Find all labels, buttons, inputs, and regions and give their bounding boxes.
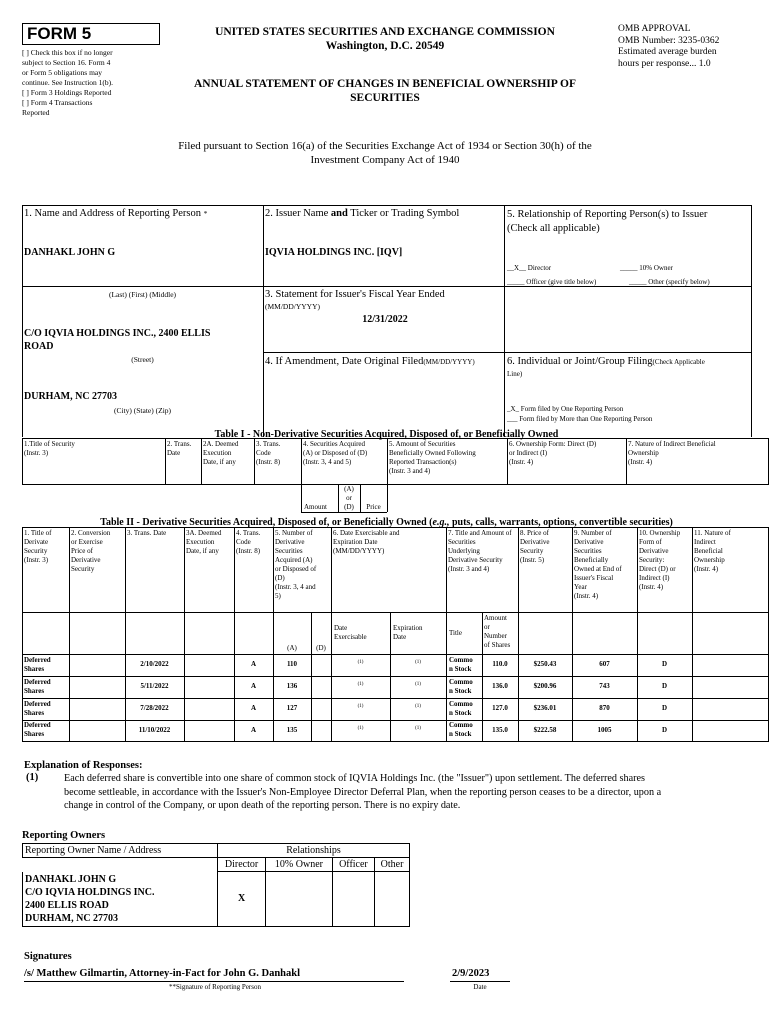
row-exercisable[interactable]: (1) — [357, 682, 364, 687]
t2-col-number: 5. Number of Derivative Securities Acquired (A) or Disposed of (D) (Instr. 3, 4 and 5) — [275, 529, 317, 600]
grid-line — [768, 527, 769, 741]
t2-col-deemed: 3A. Deemed Execution Date, if any — [186, 529, 222, 555]
statement-title-line: SECURITIES — [350, 92, 420, 104]
row-price: $222.58 — [533, 726, 557, 734]
row-form: D — [661, 660, 668, 668]
row-exercisable[interactable]: (1) — [357, 704, 364, 709]
t1-col-title: 1.Title of Security (Instr. 3) — [24, 440, 75, 457]
row-exercisable[interactable]: (1) — [357, 660, 364, 665]
grid-line — [507, 438, 508, 484]
signature-date: 2/9/2023 — [452, 968, 490, 979]
checkbox-line[interactable]: [ ] Form 4 Transactions — [22, 98, 93, 107]
grid-line — [22, 741, 769, 742]
t1-col-code: 3. Trans. Code (Instr. 8) — [256, 440, 281, 466]
checkbox-line: subject to Section 16. Form 4 — [22, 58, 111, 67]
t1-col-nature: 7. Nature of Indirect Beneficial Ownership (Instr. 4) — [628, 440, 716, 466]
name-caption: (Last) (First) (Middle) — [108, 290, 177, 299]
row-owned: 870 — [599, 704, 610, 712]
row-underlying-amount: 136.0 — [492, 682, 508, 690]
t1-sub-aord: (A) or (D) — [344, 485, 354, 511]
row-trans-date: 5/11/2022 — [140, 682, 169, 690]
explanation-heading: Explanation of Responses: — [24, 760, 143, 771]
row-underlying-title: Commo n Stock — [449, 678, 473, 695]
row-trans-date: 2/10/2022 — [140, 660, 169, 668]
t1-sub-amount: Amount — [304, 503, 327, 511]
row-security-title: Deferred Shares — [24, 721, 51, 738]
table1-title: Table I - Non-Derivative Securities Acquired, Disposed of, or Beneficially Owned — [214, 429, 559, 440]
street-line: C/O IQVIA HOLDINGS INC., 2400 ELLIS — [24, 328, 211, 339]
box6-label: 6. Individual or Joint/Group Filing(Check Applicable Line) — [507, 356, 705, 378]
col-officer: Officer — [332, 858, 374, 872]
grid-line — [22, 438, 23, 484]
t2-sub-expiration: Expiration Date — [393, 624, 423, 641]
signatures-heading: Signatures — [24, 951, 72, 962]
grid-line — [22, 720, 769, 721]
grid-line — [22, 654, 769, 655]
t2-col-code: 4. Trans. Code (Instr. 8) — [236, 529, 261, 555]
grid-line — [263, 205, 264, 437]
grid-line — [22, 484, 769, 485]
grid-line — [184, 527, 185, 741]
city-state-zip: DURHAM, NC 27703 — [24, 391, 118, 402]
city-caption: (City) (State) (Zip) — [113, 406, 172, 415]
t2-sub-a: (A) — [287, 644, 297, 652]
statement-title-line: ANNUAL STATEMENT OF CHANGES IN BENEFICIAL OWNERSHIP OF — [193, 78, 576, 90]
omb-line: hours per response... 1.0 — [618, 58, 711, 69]
signature-caption: **Signature of Reporting Person — [169, 983, 261, 991]
t1-col-acquired: 4. Securities Acquired (A) or Disposed of (D) (Instr. 3, 4 and 5) — [303, 440, 368, 466]
t2-col-underlying: 7. Title and Amount of Securities Underlying Derivative Security (Instr. 3 and 4) — [448, 529, 512, 573]
t2-col-conversion: 2. Conversion or Exercise Price of Derivative Security — [71, 529, 111, 573]
row-code: A — [250, 660, 257, 668]
box5-label-line: (Check all applicable) — [507, 222, 600, 234]
signature-name: /s/ Matthew Gilmartin, Attorney-in-Fact for John G. Danhakl — [24, 968, 301, 979]
row-acquired: 136 — [286, 682, 298, 690]
grid-line — [69, 527, 70, 741]
grid-line — [165, 438, 166, 484]
t1-col-date: 2. Trans. Date — [167, 440, 192, 457]
grid-line — [22, 676, 769, 677]
grid-line — [768, 438, 769, 484]
footnote-text — [64, 772, 754, 813]
row-owned: 1005 — [597, 726, 612, 734]
grid-line — [22, 698, 769, 699]
checkbox-line: or Form 5 obligations may — [22, 68, 102, 77]
signature-line — [24, 981, 404, 982]
street-address — [24, 327, 210, 353]
filed-line: Filed pursuant to Section 16(a) of the Securities Exchange Act of 1934 or Section 30(h) of the — [178, 140, 592, 152]
grid-line — [504, 205, 505, 437]
t2-col-price: 8. Price of Derivative Security (Instr. 5) — [520, 529, 550, 564]
footnote-line: Each deferred share is convertible into one share of common stock of IQVIA Holdings Inc. (the "Issuer") upon settlement. The deferred shares — [64, 773, 645, 784]
row-underlying-title: Commo n Stock — [449, 721, 473, 738]
reporting-owners-heading: Reporting Owners — [22, 830, 106, 841]
footnote-line: change in control of the Company, or upon death of the reporting person. There is no expiry date. — [64, 800, 461, 811]
agency-heading — [175, 25, 595, 53]
row-underlying-amount: 110.0 — [492, 660, 508, 668]
grid-line — [22, 205, 751, 206]
relationship-other[interactable]: _____ Other (specify below) — [629, 278, 710, 286]
row-security-title: Deferred Shares — [24, 700, 51, 717]
row-owned: 743 — [599, 682, 610, 690]
row-underlying-title: Commo n Stock — [449, 700, 473, 717]
row-trans-date: 11/10/2022 — [138, 726, 171, 734]
street-caption: (Street) — [131, 355, 154, 364]
omb-line: OMB APPROVAL — [618, 24, 691, 34]
box3-format: (MM/DD/YYYY) — [265, 302, 320, 311]
omb-line: Estimated average burden — [618, 47, 717, 57]
omb-approval — [618, 24, 763, 70]
row-price: $200.96 — [533, 682, 557, 690]
box4-label: 4. If Amendment, Date Original Filed(MM/DD/YYYY) — [265, 356, 475, 367]
grid-line — [626, 438, 627, 484]
form-checkbox-notes — [22, 48, 157, 118]
row-expiration[interactable]: (1) — [415, 682, 421, 687]
t2-col-exercisable: 6. Date Exercisable and Expiration Date (MM/DD/YYYY) — [333, 529, 400, 555]
footnote-line: become settleable, in accordance with the Issuer's Non-Employee Director Deferral Plan, when the reporting person ceases to be a director, upon a — [64, 786, 662, 798]
grid-line — [22, 527, 769, 528]
row-security-title: Deferred Shares — [24, 656, 51, 673]
checkbox-line: continue. See Instruction 1(b). — [22, 78, 114, 87]
grid-line — [751, 205, 752, 437]
other-cell — [375, 872, 410, 927]
street-line: ROAD — [24, 341, 54, 352]
checkbox-line[interactable]: [ ] Check this box if no longer — [22, 48, 113, 57]
row-price: $236.01 — [533, 704, 557, 712]
grid-line — [390, 612, 391, 741]
row-underlying-title: Commo n Stock — [449, 656, 473, 673]
reporting-owners-table — [22, 843, 410, 927]
filed-pursuant — [120, 140, 650, 167]
t2-col-owned: 9. Number of Derivative Securities Beneficially Owned at End of Issuer's Fiscal Year (Instr. 4) — [574, 529, 622, 600]
filed-line: Investment Company Act of 1940 — [310, 153, 460, 166]
filing-one-person[interactable]: _X_ Form filed by One Reporting Person — [507, 405, 624, 413]
t2-sub-date-exercisable: Date Exercisable — [334, 624, 367, 641]
row-acquired: 127 — [286, 704, 298, 712]
table2-title: Table II - Derivative Securities Acquired, Disposed of, or Beneficially Owned (e.g., puts, calls, warrants, options, convertible securities) — [100, 517, 673, 528]
row-expiration[interactable]: (1) — [415, 704, 421, 709]
row-owned: 607 — [599, 660, 610, 668]
ten-pct-cell — [266, 872, 333, 927]
grid-line — [692, 527, 693, 741]
row-acquired: 135 — [286, 726, 298, 734]
grid-line — [387, 438, 388, 512]
t1-col-ownership-form: 6. Ownership Form: Direct (D) or Indirect (I) (Instr. 4) — [509, 440, 597, 466]
row-expiration[interactable]: (1) — [415, 660, 421, 665]
grid-line — [201, 438, 202, 484]
row-trans-date: 7/28/2022 — [140, 704, 169, 712]
omb-line: OMB Number: 3235-0362 — [618, 35, 720, 46]
row-form: D — [661, 726, 668, 734]
box5-label-line: 5. Relationship of Reporting Person(s) to Issuer — [507, 209, 708, 220]
row-code: A — [250, 704, 257, 712]
t2-col-nature: 11. Nature of Indirect Beneficial Ownership (Instr. 4) — [694, 529, 731, 573]
grid-line — [22, 205, 23, 437]
officer-cell — [332, 872, 374, 927]
t1-col-amount-owned: 5. Amount of Securities Beneficially Owned Following Reported Transaction(s) (Instr. 3 and 4) — [389, 440, 476, 475]
row-underlying-amount: 127.0 — [492, 704, 508, 712]
col-director: Director — [218, 858, 266, 872]
reporting-person-name: DANHAKL JOHN G — [24, 247, 116, 258]
t1-col-deemed: 2A. Deemed Execution Date, if any — [203, 440, 239, 466]
t2-col-title: 1. Title of Derivate Security (Instr. 3) — [24, 529, 52, 564]
col-owner-name: Reporting Owner Name / Address — [23, 844, 218, 858]
box5-label — [507, 208, 707, 235]
grid-line — [482, 612, 483, 741]
fiscal-year-end: 12/31/2022 — [362, 314, 408, 325]
grid-line — [254, 438, 255, 484]
row-expiration[interactable]: (1) — [415, 726, 421, 731]
box3-label: 3. Statement for Issuer's Fiscal Year Ended — [265, 289, 445, 300]
t2-col-ownership-form: 10. Ownership Form of Derivative Security: Direct (D) or Indirect (I) (Instr. 4) — [639, 529, 681, 591]
row-form: D — [661, 704, 668, 712]
owner-address: DANHAKL JOHN G C/O IQVIA HOLDINGS INC. 2400 ELLIS ROAD DURHAM, NC 27703 — [23, 872, 218, 927]
checkbox-line[interactable]: [ ] Form 3 Holdings Reported — [22, 88, 112, 97]
grid-line — [22, 286, 263, 287]
agency-location: Washington, D.C. 20549 — [325, 40, 445, 52]
grid-line — [301, 512, 387, 513]
row-security-title: Deferred Shares — [24, 678, 51, 695]
filing-more-persons[interactable]: ___ Form filed by More than One Reporting Person — [507, 415, 653, 423]
t2-sub-amount: Amount or Number of Shares — [484, 614, 511, 649]
grid-line — [311, 612, 312, 741]
form-title: FORM 5 — [22, 23, 160, 45]
box1-label: 1. Name and Address of Reporting Person * — [24, 208, 208, 219]
col-relationships: Relationships — [218, 844, 410, 858]
row-code: A — [250, 726, 257, 734]
row-price: $250.43 — [533, 660, 557, 668]
grid-line — [446, 527, 447, 741]
row-code: A — [250, 682, 257, 690]
row-form: D — [661, 682, 668, 690]
grid-line — [22, 612, 769, 613]
director-mark: X — [218, 872, 266, 927]
issuer-name-ticker: IQVIA HOLDINGS INC. [IQV] — [265, 247, 403, 258]
box2-label: 2. Issuer Name and Ticker or Trading Symbol — [265, 208, 460, 219]
relationship-officer[interactable]: _____ Officer (give title below) — [507, 278, 597, 286]
row-underlying-amount: 135.0 — [492, 726, 508, 734]
checkbox-line: Reported — [22, 108, 50, 117]
date-line — [450, 981, 510, 982]
grid-line — [263, 352, 751, 353]
grid-line — [22, 438, 769, 439]
col-ten-pct: 10% Owner — [266, 858, 333, 872]
statement-title — [175, 77, 595, 105]
row-acquired: 110 — [286, 660, 298, 668]
agency-name: UNITED STATES SECURITIES AND EXCHANGE COMMISSION — [215, 26, 555, 38]
relationship-ten-pct-owner[interactable]: _____ 10% Owner — [620, 264, 673, 272]
row-exercisable[interactable]: (1) — [357, 726, 364, 731]
footnote-number: (1) — [26, 772, 39, 783]
relationship-director[interactable]: __X__ Director — [507, 264, 552, 272]
t2-col-trans-date: 3. Trans. Date — [127, 529, 167, 537]
t1-sub-price: Price — [366, 503, 381, 511]
col-other: Other — [375, 858, 410, 872]
grid-line — [301, 438, 302, 512]
t2-sub-title: Title — [449, 629, 462, 637]
grid-line — [22, 527, 23, 741]
date-caption: Date — [473, 983, 487, 991]
blank-cell — [23, 858, 218, 872]
table-row — [23, 872, 410, 927]
t2-sub-d: (D) — [316, 644, 326, 652]
